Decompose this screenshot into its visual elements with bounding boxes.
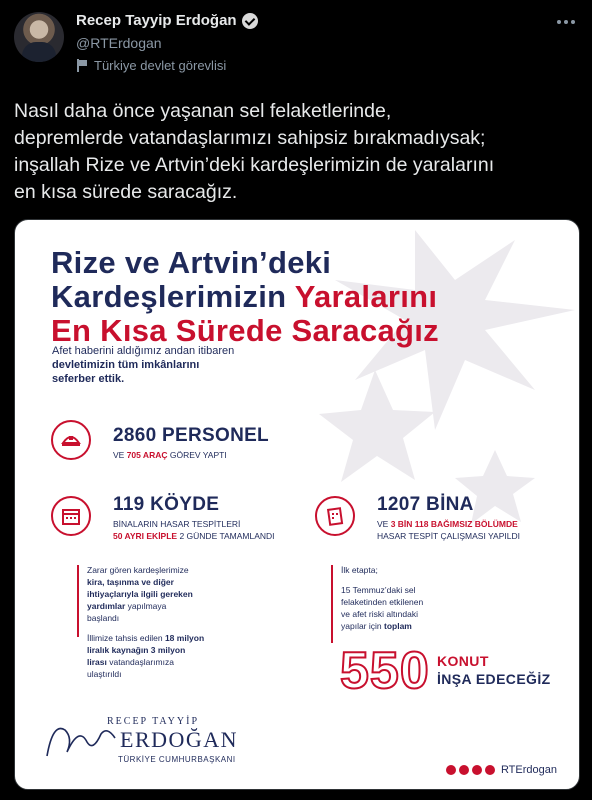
account-label [76,58,226,73]
headline-line-2-part-b: Yaralarını [294,279,438,314]
author-name-row [76,12,258,29]
display-name[interactable]: Recep Tayyip Erdoğan [76,12,237,29]
signature-surname: ERDOĞAN [120,727,239,752]
housing-label-2: İNŞA EDECEĞİZ [437,671,551,687]
housing-line: İlk etapta; [341,565,378,575]
headline-line-2-part-a: Kardeşlerimizin [51,279,295,314]
aid-line: ulaştırıldı [87,669,122,679]
housing-line: 15 Temmuz’daki sel [341,585,416,595]
tweet-media-image[interactable] [14,219,580,790]
aid-line: kira, taşınma ve diğer [87,577,174,587]
verified-badge-icon [242,13,258,29]
aid-divider [77,565,79,637]
aid-line: İllimize tahsis edilen 18 milyon [87,633,205,643]
building-sub-2: HASAR TESPİT ÇALIŞMASI YAPILDI [377,531,520,541]
tweet-text-line: depremlerde vatandaşlarımızı sahipsiz bırakmadıysak; [14,127,486,149]
signature-title: TÜRKİYE CUMHURBAŞKANI [118,755,236,764]
firefighter-helmet-icon [51,420,91,460]
more-options-icon[interactable] [554,12,578,32]
intro-line: seferber ettik. [52,373,125,385]
flag-icon [76,59,88,72]
personnel-sub: VE 705 ARAÇ GÖREV YAPTI [113,450,227,460]
housing-divider [331,565,333,643]
intro-line: devletimizin tüm imkânlarını [52,359,200,371]
youtube-icon [485,765,495,775]
aid-line: yardımlar yapılmaya [87,601,167,611]
housing-line: ve afet riski altındaki [341,609,419,619]
user-handle[interactable]: @RTErdogan [76,35,162,51]
camera-icon [472,765,482,775]
social-handles [446,764,557,776]
housing-big-number: 550 [340,642,430,700]
aid-text-block [87,564,287,680]
housing-line: felaketinden etkilenen [341,597,424,607]
tweet-text-line: Nasıl daha önce yaşanan sel felaketlerinde, [14,100,392,122]
village-sub-1: BİNALARIN HASAR TESPİTLERİ [113,519,241,529]
aid-line: Zarar gören kardeşlerimize [87,565,189,575]
aid-line: liralık kaynağın 3 milyon [87,645,186,655]
headline-line-3: En Kısa Sürede Saracağız [51,313,439,348]
profile-avatar[interactable] [14,12,64,62]
intro-text [52,344,292,386]
headline-line-1: Rize ve Artvin’deki [51,245,332,280]
tweet-text-line: inşallah Rize ve Artvin’deki kardeşlerimizin de yaralarını [14,154,495,176]
building-count: 1207 BİNA [377,494,474,515]
aid-line: başlandı [87,613,120,623]
aid-line: ihtiyaçlarıyla ilgili gereken [87,589,193,599]
village-count: 119 KÖYDE [113,494,220,515]
headline-line-2 [51,280,437,314]
damaged-building-icon [315,496,355,536]
account-label-text: Türkiye devlet görevlisi [94,58,227,73]
housing-text-block [341,564,541,632]
social-handle-text: RTErdogan [500,764,557,776]
housing-line: yapılar için toplam [341,621,412,631]
housing-label-1: KONUT [437,653,489,669]
tweet-text [14,98,580,206]
facebook-icon [459,765,469,775]
instagram-icon [446,765,456,775]
intro-line: Afet haberini aldığımız andan itibaren [52,345,235,357]
building-sub-1: VE 3 BİN 118 BAĞIMSIZ BÖLÜMDE [377,519,518,529]
aid-line: lirası vatandaşlarımıza [87,657,174,667]
signature-first-names: RECEP TAYYİP [107,716,200,727]
tweet-text-line: en kısa sürede saracağız. [14,181,238,203]
calendar-icon [51,496,91,536]
personnel-count: 2860 PERSONEL [113,425,269,446]
village-sub-2: 50 AYRI EKİPLE 2 GÜNDE TAMAMLANDI [113,531,275,541]
